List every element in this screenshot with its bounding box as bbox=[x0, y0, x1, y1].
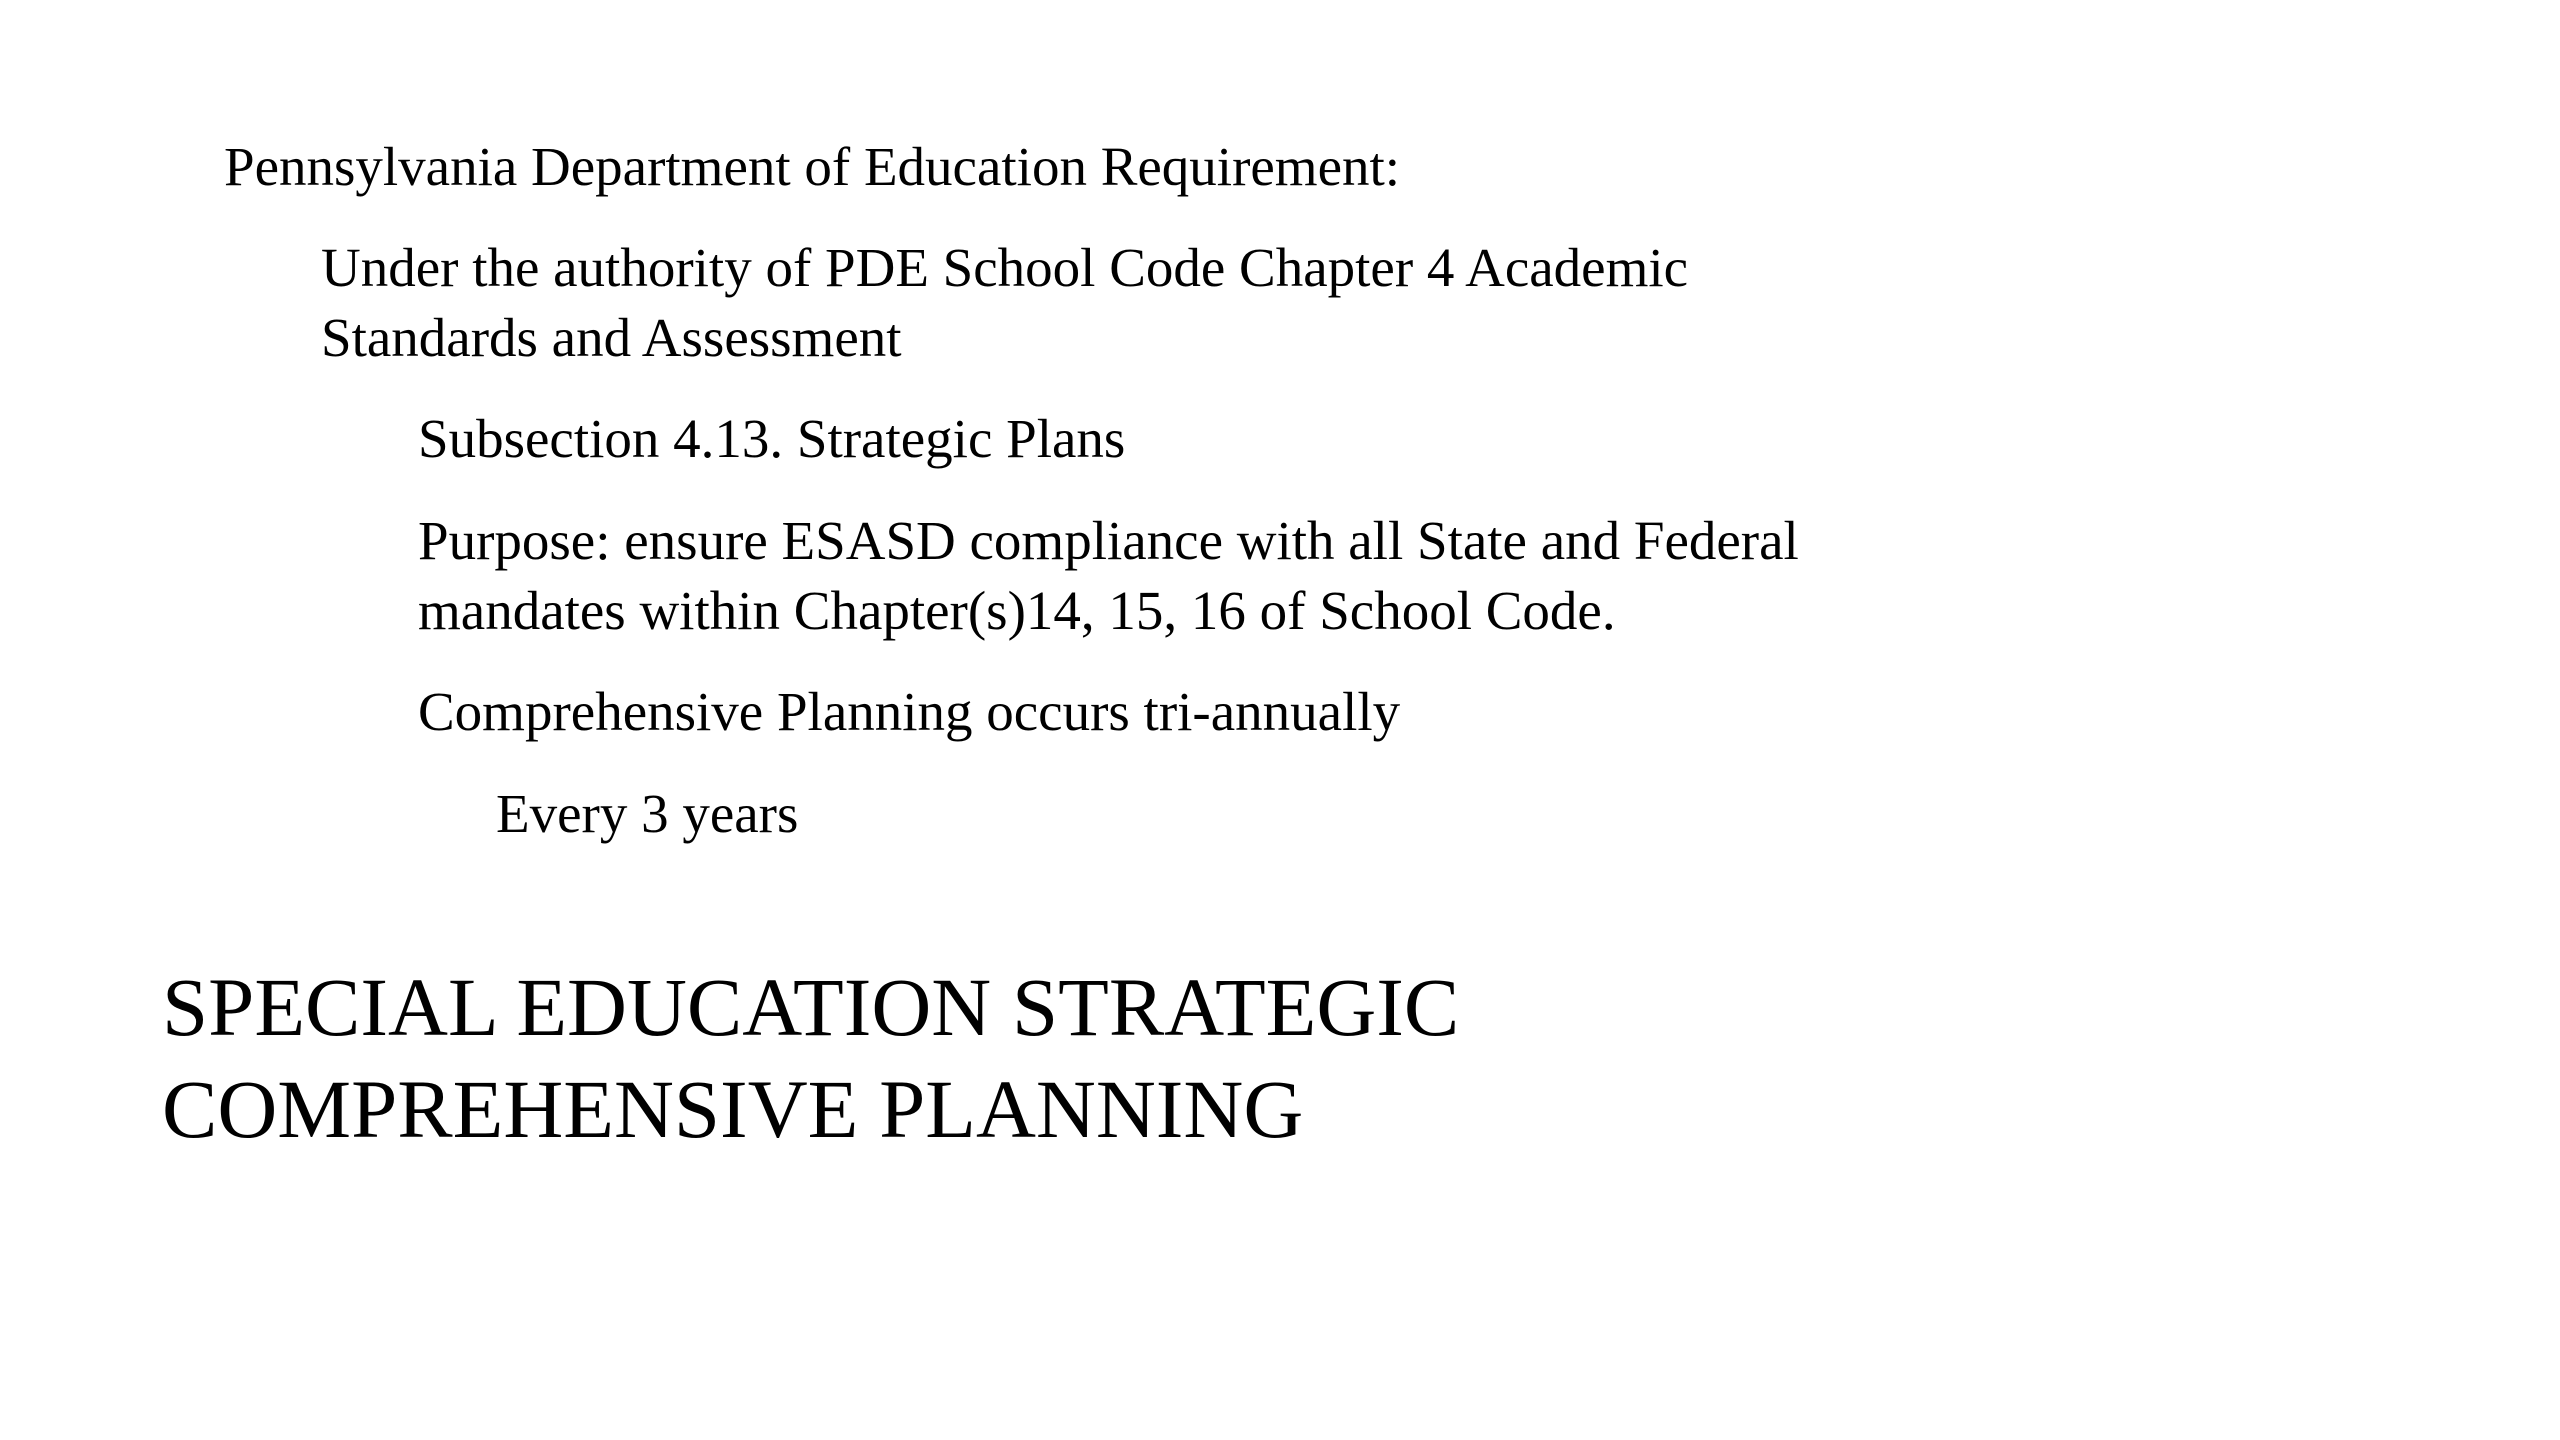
authority-text-line-2: Standards and Assessment bbox=[321, 307, 902, 368]
requirement-text: Pennsylvania Department of Education Requirement: bbox=[224, 136, 1401, 197]
slide-title-line-2: COMPREHENSIVE PLANNING bbox=[162, 1063, 1304, 1155]
authority-text-line-1: Under the authority of PDE School Code Chapter 4 Academic bbox=[321, 237, 1689, 298]
slide-title bbox=[162, 956, 1459, 1160]
subsection-text: Subsection 4.13. Strategic Plans bbox=[418, 408, 1126, 469]
frequency-text: Every 3 years bbox=[496, 783, 799, 844]
purpose-text-line-1: Purpose: ensure ESASD compliance with all State and Federal bbox=[418, 510, 1799, 571]
purpose-text-line-2: mandates within Chapter(s)14, 15, 16 of School Code. bbox=[418, 580, 1616, 641]
planning-text: Comprehensive Planning occurs tri-annually bbox=[418, 681, 1401, 742]
slide-title-line-1: SPECIAL EDUCATION STRATEGIC bbox=[162, 961, 1460, 1053]
